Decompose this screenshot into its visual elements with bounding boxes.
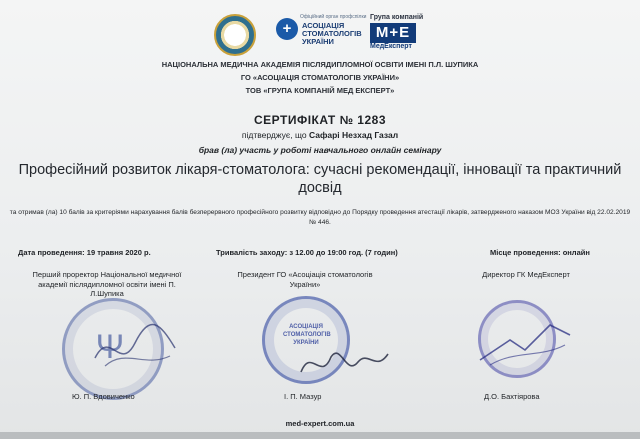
signatory-1-position: Перший проректор Національної медичної академії післядипломної освіти імені П. Л.Шупика: [32, 270, 182, 298]
event-duration: Тривалість заходу: з 12.00 до 19:00 год. (7 годин): [216, 248, 398, 257]
medexpert-group-label: Група компаній: [370, 14, 424, 21]
medexpert-logo: [370, 14, 436, 56]
participation-line: брав (ла) участь у роботі навчального онлайн семінару: [198, 145, 442, 155]
logos-row: [0, 8, 640, 56]
association-tagline: Офіційний орган профспілки: [300, 14, 367, 20]
signatory-1-name: Ю. П. Вдовиченко: [72, 392, 135, 401]
certificate-title: СЕРТИФІКАТ № 1283: [253, 113, 386, 127]
bottom-edge: [0, 432, 640, 439]
footer-website: med-expert.com.ua: [285, 419, 355, 428]
signatory-2-position: Президент ГО «Асоціація стоматологів України»: [237, 270, 373, 289]
header-academy: НАЦІОНАЛЬНА МЕДИЧНА АКАДЕМІЯ ПІСЛЯДИПЛОМНОЇ ОСВІТИ ІМЕНІ П.Л. ШУПИКА: [161, 60, 479, 69]
signature-2: [296, 342, 391, 387]
confirm-line: [0, 130, 640, 140]
association-logo-name: АСОЦІАЦІЯ СТОМАТОЛОГІВ УКРАЇНИ: [302, 21, 362, 46]
medexpert-mark: M+E: [370, 23, 416, 43]
plus-icon: +: [276, 18, 298, 40]
header-company: ТОВ «ГРУПА КОМПАНІЙ МЕД ЕКСПЕРТ»: [245, 86, 395, 95]
confirm-prefix: підтверджує, що: [241, 130, 307, 140]
trident-icon: Ψ: [95, 328, 125, 366]
medexpert-logo-name: МедЕксперт: [370, 43, 412, 50]
event-place: Місце проведення: онлайн: [490, 248, 590, 257]
course-title: Професійний розвиток лікаря-стоматолога: сучасні рекомендації, інновації та практичний досвід: [18, 162, 622, 196]
signatory-3-position: Директор ГК МедЕксперт: [482, 270, 570, 279]
signature-3: [470, 310, 580, 370]
points-statement: та отримав (ла) 10 балів за критеріями нарахування балів безперервного професійного розвитку відповідно до Порядку проведення атестації лікарів, затвердженого наказом МОЗ України від 22.02.2019 № 446.: [9, 209, 631, 226]
event-date: Дата проведення: 19 травня 2020 р.: [18, 248, 151, 257]
recipient-name: Сафарі Незхад Газал: [308, 130, 399, 140]
academy-seal-logo: [214, 14, 256, 56]
signatory-2-name: І. П. Мазур: [284, 392, 322, 401]
dental-association-logo: [276, 14, 366, 56]
header-association: ГО «АСОЦІАЦІЯ СТОМАТОЛОГІВ УКРАЇНИ»: [240, 73, 400, 82]
association-stamp-text: АСОЦІАЦІЯ СТОМАТОЛОГІВ УКРАЇНИ: [283, 324, 331, 346]
signatory-3-name: Д.О. Бахтіярова: [484, 392, 540, 401]
signature-1: [90, 318, 180, 378]
